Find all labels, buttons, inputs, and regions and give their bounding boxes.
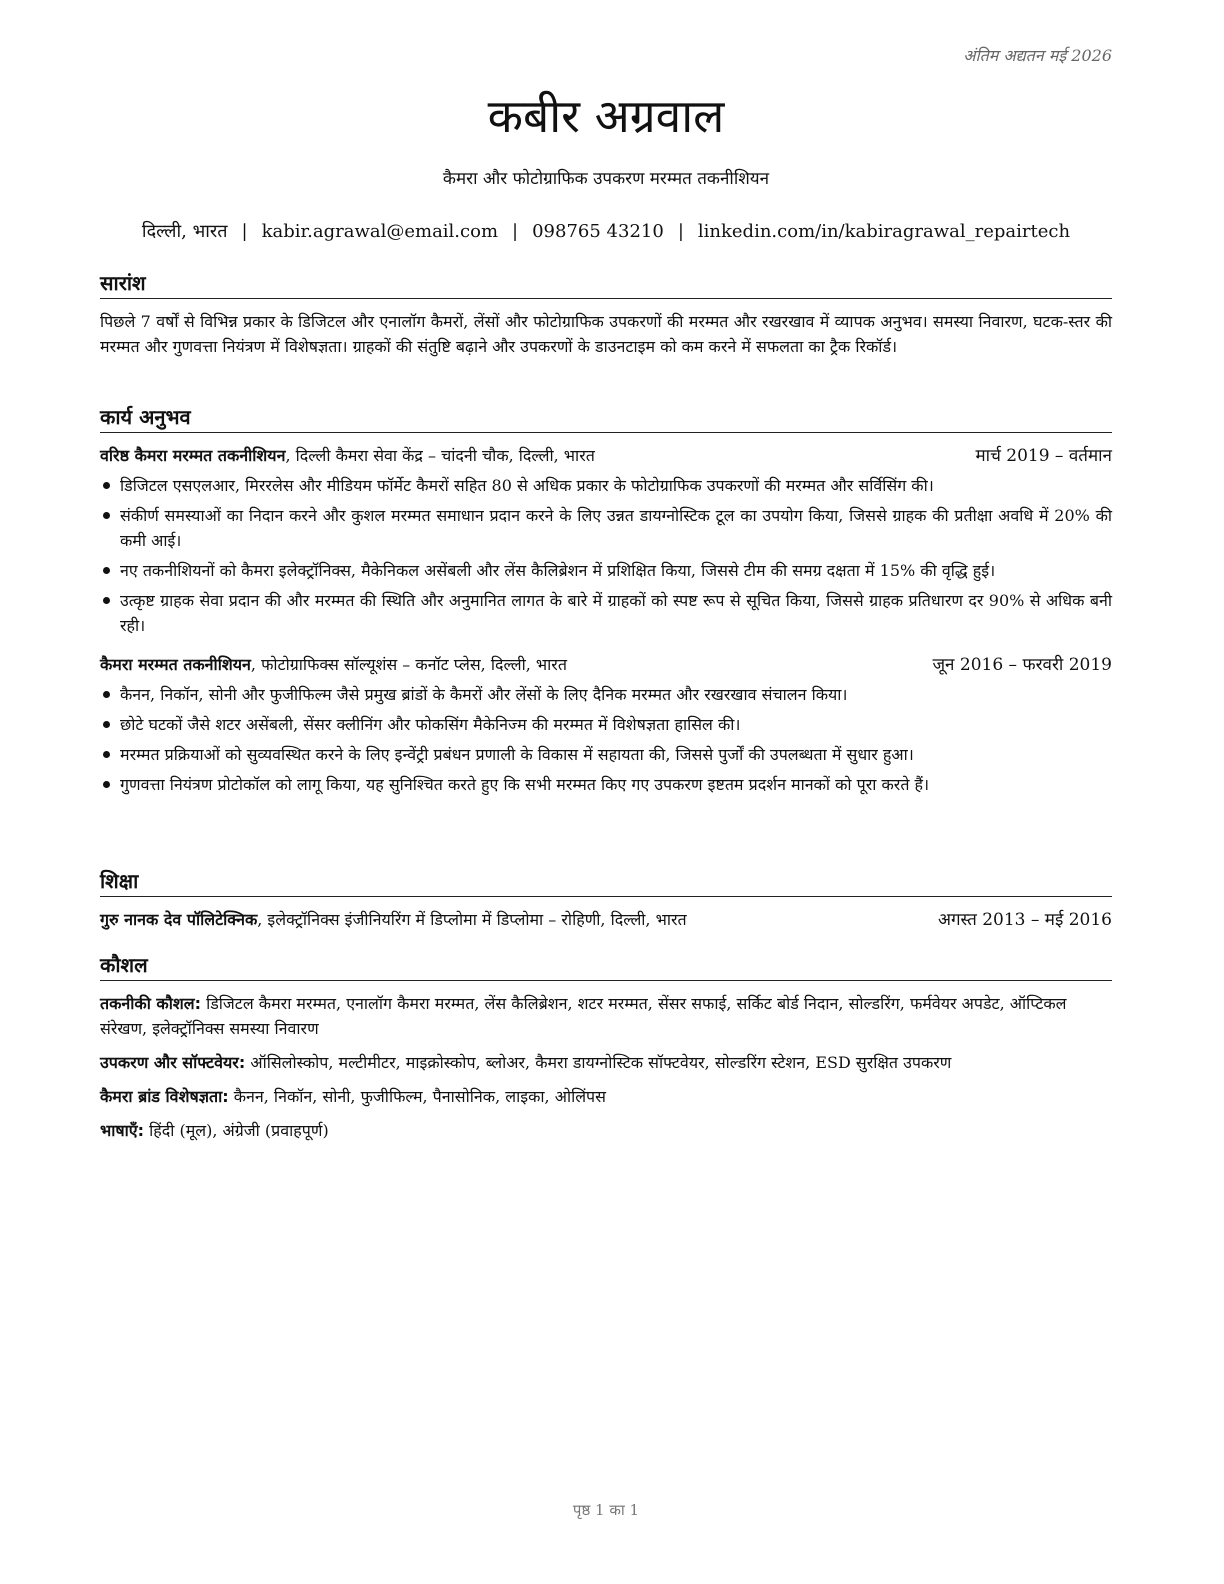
candidate-role: कैमरा और फोटोग्राफिक उपकरण मरम्मत तकनीशियन bbox=[442, 169, 770, 189]
contact-linkedin[interactable]: linkedin.com/in/kabiragrawal_repairtech bbox=[697, 221, 1071, 242]
bullet-item bbox=[100, 473, 1112, 498]
summary-section bbox=[100, 270, 1112, 359]
bullet-item bbox=[100, 772, 1112, 797]
bullet-text: डिजिटल एसएलआर, मिररलेस और मीडियम फॉर्मेट कैमरों सहित 80 से अधिक प्रकार के फोटोग्राफिक उपकरणों की मरम्मत और सर्विसिंग की। bbox=[120, 476, 934, 495]
education-line bbox=[100, 907, 687, 933]
bullet-icon bbox=[103, 482, 110, 489]
candidate-name: कबीर अग्रवाल bbox=[487, 89, 725, 143]
job-employer: , दिल्ली कैमरा सेवा केंद्र – चांदनी चौक, दिल्ली, भारत bbox=[285, 446, 595, 465]
skill-line bbox=[100, 991, 1112, 1041]
education-heading: शिक्षा bbox=[100, 868, 1112, 897]
skill-line bbox=[100, 1050, 1112, 1075]
education-entry bbox=[100, 907, 1112, 933]
bullet-icon bbox=[103, 751, 110, 758]
bullet-text: उत्कृष्ट ग्राहक सेवा प्रदान की और मरम्मत की स्थिति और अनुमानित लागत के बारे में ग्राहकों को स्पष्ट रूप से सूचित किया, जिससे ग्राहक प्रतिधारण दर 90% से अधिक बनी रही। bbox=[120, 591, 1112, 635]
job-header bbox=[100, 443, 1112, 469]
bullet-icon bbox=[103, 721, 110, 728]
job-title-line bbox=[100, 443, 595, 469]
skills-section bbox=[100, 952, 1112, 1152]
bullet-item bbox=[100, 503, 1112, 553]
job-position: वरिष्ठ कैमरा मरम्मत तकनीशियन bbox=[100, 446, 286, 465]
bullet-icon bbox=[103, 567, 110, 574]
skill-label: कैमरा ब्रांड विशेषज्ञता: bbox=[100, 1087, 229, 1106]
bullet-text: मरम्मत प्रक्रियाओं को सुव्यवस्थित करने के लिए इन्वेंट्री प्रबंधन प्रणाली के विकास में सहायता की, जिससे पुर्जों की उपलब्धता में सुधार हुआ। bbox=[120, 745, 914, 764]
bullet-text: संकीर्ण समस्याओं का निदान करने और कुशल मरम्मत समाधान प्रदान करने के लिए उन्नत डायग्नोस्टिक टूल का उपयोग किया, जिससे ग्राहक की प्रतीक्षा अवधि में 20% की कमी आई। bbox=[120, 506, 1112, 550]
skill-label: तकनीकी कौशल: bbox=[100, 994, 201, 1013]
education-section bbox=[100, 868, 1112, 933]
skills-heading: कौशल bbox=[100, 952, 1112, 981]
experience-heading: कार्य अनुभव bbox=[100, 404, 1112, 433]
skill-text: हिंदी (मूल), अंग्रेजी (प्रवाहपूर्ण) bbox=[144, 1121, 329, 1140]
bullet-item bbox=[100, 588, 1112, 638]
contact-separator: | bbox=[677, 221, 684, 242]
contact-phone[interactable]: 098765 43210 bbox=[532, 221, 664, 242]
bullet-text: छोटे घटकों जैसे शटर असेंबली, सेंसर क्लीनिंग और फोकसिंग मैकेनिज्म की मरम्मत में विशेषज्ञता हासिल की। bbox=[120, 715, 741, 734]
contact-email[interactable]: kabir.agrawal@email.com bbox=[261, 221, 499, 242]
job-position: कैमरा मरम्मत तकनीशियन bbox=[100, 655, 251, 674]
job-bullets bbox=[100, 473, 1112, 638]
skill-label: भाषाएँ: bbox=[100, 1121, 145, 1140]
skill-text: कैनन, निकॉन, सोनी, फुजीफिल्म, पैनासोनिक, लाइका, ओलिंपस bbox=[228, 1087, 606, 1106]
contact-line bbox=[100, 218, 1112, 246]
job-title-line bbox=[100, 652, 567, 678]
contact-location: दिल्ली, भारत bbox=[141, 221, 228, 242]
education-institution: गुरु नानक देव पॉलिटेक्निक bbox=[100, 910, 258, 929]
job-employer: , फोटोग्राफिक्स सॉल्यूशंस – कनॉट प्लेस, दिल्ली, भारत bbox=[250, 655, 567, 674]
bullet-item bbox=[100, 682, 1112, 707]
bullet-icon bbox=[103, 781, 110, 788]
education-details: , इलेक्ट्रॉनिक्स इंजीनियरिंग में डिप्लोमा में डिप्लोमा – रोहिणी, दिल्ली, भारत bbox=[257, 910, 687, 929]
job-entry bbox=[100, 443, 1112, 638]
last-updated-note: अंतिम अद्यतन मई 2026 bbox=[963, 46, 1112, 65]
resume-page bbox=[100, 0, 1112, 1584]
bullet-text: नए तकनीशियनों को कैमरा इलेक्ट्रॉनिक्स, मैकेनिकल असेंबली और लेंस कैलिब्रेशन में प्रशिक्षित किया, जिससे टीम की समग्र दक्षता में 15% की वृद्धि हुई। bbox=[120, 561, 996, 580]
summary-text: पिछले 7 वर्षों से विभिन्न प्रकार के डिजिटल और एनालॉग कैमरों, लेंसों और फोटोग्राफिक उपकरणों की मरम्मत और रखरखाव में व्यापक अनुभव। समस्या निवारण, घटक-स्तर की मरम्मत और गुणवत्ता नियंत्रण में विशेषज्ञता। ग्राहकों की संतुष्टि बढ़ाने और उपकरणों के डाउनटाइम को कम करने में सफलता का ट्रैक रिकॉर्ड। bbox=[100, 312, 1112, 356]
education-dates: अगस्त 2013 – मई 2016 bbox=[937, 910, 1112, 930]
job-entry bbox=[100, 652, 1112, 797]
bullet-item bbox=[100, 712, 1112, 737]
contact-separator: | bbox=[512, 221, 519, 242]
skill-text: डिजिटल कैमरा मरम्मत, एनालॉग कैमरा मरम्मत, लेंस कैलिब्रेशन, शटर मरम्मत, सेंसर सफाई, सर्किट बोर्ड निदान, सोल्डरिंग, फर्मवेयर अपडेट, ऑप्टिकल संरेखण, इलेक्ट्रॉनिक्स समस्या निवारण bbox=[100, 994, 1067, 1038]
bullet-text: कैनन, निकॉन, सोनी और फुजीफिल्म जैसे प्रमुख ब्रांडों के कैमरों और लेंसों के लिए दैनिक मरम्मत और रखरखाव संचालन किया। bbox=[120, 685, 848, 704]
experience-section bbox=[100, 404, 1112, 802]
skill-text: ऑसिलोस्कोप, मल्टीमीटर, माइक्रोस्कोप, ब्लोअर, कैमरा डायग्नोस्टिक सॉफ्टवेयर, सोल्डरिंग स्टेशन, ESD सुरक्षित उपकरण bbox=[245, 1053, 952, 1072]
bullet-icon bbox=[103, 512, 110, 519]
bullet-icon bbox=[103, 691, 110, 698]
contact-separator: | bbox=[241, 221, 248, 242]
bullet-icon bbox=[103, 597, 110, 604]
page-number: पृष्ठ 1 का 1 bbox=[572, 1501, 640, 1519]
skill-line bbox=[100, 1084, 1112, 1109]
bullet-item bbox=[100, 742, 1112, 767]
bullet-text: गुणवत्ता नियंत्रण प्रोटोकॉल को लागू किया, यह सुनिश्चित करते हुए कि सभी मरम्मत किए गए उपकरण इष्टतम प्रदर्शन मानकों को पूरा करते हैं। bbox=[120, 775, 930, 794]
job-dates: मार्च 2019 – वर्तमान bbox=[975, 446, 1112, 466]
job-bullets bbox=[100, 682, 1112, 797]
job-header bbox=[100, 652, 1112, 678]
bullet-item bbox=[100, 558, 1112, 583]
skill-line bbox=[100, 1118, 1112, 1143]
job-dates: जून 2016 – फरवरी 2019 bbox=[932, 655, 1112, 675]
summary-heading: सारांश bbox=[100, 270, 1112, 299]
skill-label: उपकरण और सॉफ्टवेयर: bbox=[100, 1053, 246, 1072]
